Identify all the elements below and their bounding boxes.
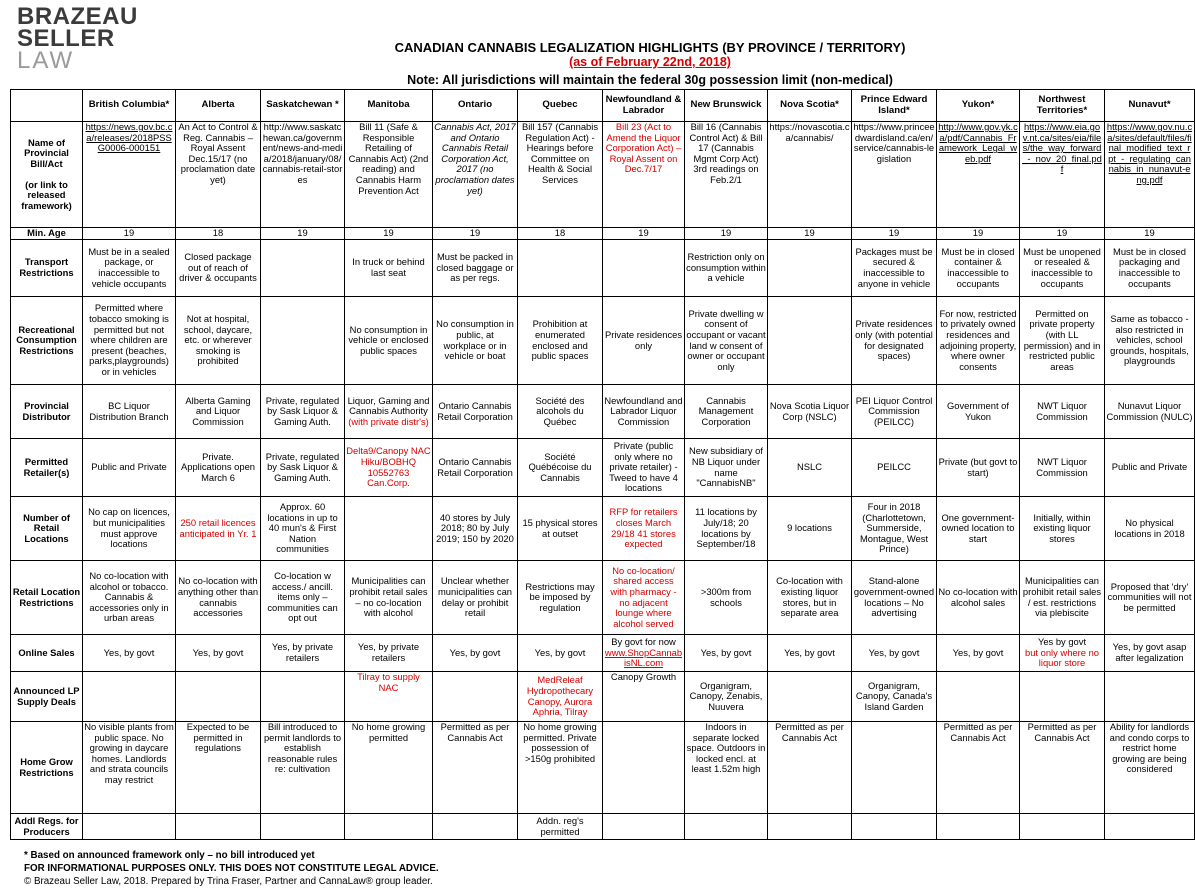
retailer-bc: Public and Private: [83, 439, 176, 497]
row-header-bill-label: Name of Provincial Bill/Act: [24, 136, 69, 169]
addl-regs-mb: [345, 814, 433, 840]
col-ab: Alberta: [176, 90, 261, 122]
retailer-nl: Private (public only where no private retailer) -Tweed to have 4 locations: [603, 439, 685, 497]
col-bc: British Columbia*: [83, 90, 176, 122]
row-addl-regs: [11, 814, 1195, 840]
distributor-ns: Nova Scotia Liquor Corp (NSLC): [768, 385, 852, 439]
min-age-nt: 19: [1020, 228, 1105, 240]
transport-yt: Must be in closed container & inaccessible to occupants: [937, 240, 1020, 297]
consumption-pe: Private residences only (with potential for designated spaces): [852, 297, 937, 385]
distributor-mb: [345, 385, 433, 439]
locations-pe: Four in 2018 (Charlottetown, Summerside, Montague, West Prince): [852, 497, 937, 561]
home-grow-mb: No home growing permitted: [345, 722, 433, 814]
row-header-addl-regs: Addl Regs. for Producers: [11, 814, 83, 840]
distributor-nt: NWT Liquor Commission: [1020, 385, 1105, 439]
distributor-nu: Nunavut Liquor Commission (NULC): [1105, 385, 1195, 439]
distributor-nl: Newfoundland and Labrador Liquor Commission: [603, 385, 685, 439]
retailer-on: Ontario Cannabis Retail Corporation: [433, 439, 518, 497]
bill-nb: Bill 16 (Cannabis Control Act) & Bill 17 (Cannabis Mgmt Corp Act) 3rd readings on Feb.2/1: [685, 122, 768, 228]
consumption-on: No consumption in public, at workplace or in vehicle or boat: [433, 297, 518, 385]
addl-regs-on: [433, 814, 518, 840]
transport-nb: Restriction only on consumption within a vehicle: [685, 240, 768, 297]
addl-regs-qc: Addn. reg's permitted: [518, 814, 603, 840]
distributor-on: Ontario Cannabis Retail Corporation: [433, 385, 518, 439]
online-on: Yes, by govt: [433, 635, 518, 672]
min-age-pe: 19: [852, 228, 937, 240]
row-header-distributor: Provincial Distributor: [11, 385, 83, 439]
home-grow-on: Permitted as per Cannabis Act: [433, 722, 518, 814]
retailer-pe: PEILCC: [852, 439, 937, 497]
distributor-nb: Cannabis Management Corporation: [685, 385, 768, 439]
home-grow-pe: [852, 722, 937, 814]
min-age-mb: 19: [345, 228, 433, 240]
online-nu: Yes, by govt asap after legalization: [1105, 635, 1195, 672]
header-row: [11, 90, 1195, 122]
online-nb: Yes, by govt: [685, 635, 768, 672]
bill-nl: Bill 23 (Act to Amend the Liquor Corporation Act) – Royal Assent on Dec.7/17: [603, 122, 685, 228]
addl-regs-yt: [937, 814, 1020, 840]
col-nb: New Brunswick: [685, 90, 768, 122]
locations-mb: [345, 497, 433, 561]
lp-deals-nb: Organigram, Canopy, Zenabis, Nuuvera: [685, 672, 768, 722]
consumption-nt: Permitted on private property (with LL permission) and in restricted public areas: [1020, 297, 1105, 385]
home-grow-ns: Permitted as per Cannabis Act: [768, 722, 852, 814]
row-transport: [11, 240, 1195, 297]
row-header-retailer: Permitted Retailer(s): [11, 439, 83, 497]
row-consumption: [11, 297, 1195, 385]
lp-deals-pe: Organigram, Canopy, Canada's Island Garden: [852, 672, 937, 722]
document-date: (as of February 22nd, 2018): [569, 55, 731, 69]
min-age-nu: 19: [1105, 228, 1195, 240]
home-grow-bc: No visible plants from public space. No growing in daycare homes. Landlords and strata councils may restrict: [83, 722, 176, 814]
min-age-qc: 18: [518, 228, 603, 240]
row-header-min-age: Min. Age: [11, 228, 83, 240]
row-retailer: [11, 439, 1195, 497]
location-restrictions-ns: Co-location with existing liquor stores, but in separate area: [768, 561, 852, 635]
col-on: Ontario: [433, 90, 518, 122]
lp-deals-nt: [1020, 672, 1105, 722]
addl-regs-bc: [83, 814, 176, 840]
addl-regs-nl: [603, 814, 685, 840]
lp-deals-mb: Tilray to supply NAC: [345, 672, 433, 722]
lp-deals-ns: [768, 672, 852, 722]
min-age-nl: 19: [603, 228, 685, 240]
locations-ab: 250 retail licences anticipated in Yr. 1: [176, 497, 261, 561]
min-age-bc: 19: [83, 228, 176, 240]
online-nl: [603, 635, 685, 672]
distributor-ab: Alberta Gaming and Liquor Commission: [176, 385, 261, 439]
footnote-framework: * Based on announced framework only – no bill introduced yet: [24, 850, 315, 861]
row-header-lp-deals: Announced LP Supply Deals: [11, 672, 83, 722]
addl-regs-nt: [1020, 814, 1105, 840]
home-grow-nb: Indoors in separate locked space. Outdoors in locked encl. at least 1.52m high: [685, 722, 768, 814]
locations-yt: One government-owned location to start: [937, 497, 1020, 561]
consumption-ab: Not at hospital, school, daycare, etc. or wherever smoking is prohibited: [176, 297, 261, 385]
consumption-nu: Same as tobacco -also restricted in vehicles, school grounds, hospitals, playgrounds: [1105, 297, 1195, 385]
row-header-online: Online Sales: [11, 635, 83, 672]
row-lp-deals: [11, 672, 1195, 722]
addl-regs-sk: [261, 814, 345, 840]
home-grow-sk: Bill introduced to permit landlords to establish reasonable rules re: cultivation: [261, 722, 345, 814]
consumption-bc: Permitted where tobacco smoking is permitted but not where children are present (beaches, parks,playgrounds) or in vehicles: [83, 297, 176, 385]
bill-on: Cannabis Act, 2017 and Ontario Cannabis Retail Corporation Act, 2017 (no proclamation dates yet): [433, 122, 518, 228]
bill-ab: An Act to Control & Reg. Cannabis – Royal Assent Dec.15/17 (no proclamation date yet): [176, 122, 261, 228]
home-grow-nu: Ability for landlords and condo corps to restrict home growing are being considered: [1105, 722, 1195, 814]
row-header-home-grow: Home Grow Restrictions: [11, 722, 83, 814]
home-grow-yt: Permitted as per Cannabis Act: [937, 722, 1020, 814]
location-restrictions-nl: No co-location/ shared access with pharmacy - no adjacent lounge where alcohol served: [603, 561, 685, 635]
addl-regs-nu: [1105, 814, 1195, 840]
locations-qc: 15 physical stores at outset: [518, 497, 603, 561]
row-header-bill-sub: (or link to released framework): [21, 178, 72, 211]
row-distributor: [11, 385, 1195, 439]
retailer-nt: NWT Liquor Commission: [1020, 439, 1105, 497]
bill-link-sk[interactable]: http://www.saskatchewan.ca/government/news-and-media/2018/january/08/cannabis-retail-stores: [261, 122, 345, 228]
col-ns: Nova Scotia*: [768, 90, 852, 122]
brazeau-seller-law-logo: [17, 3, 138, 74]
lp-deals-nu: [1105, 672, 1195, 722]
transport-on: Must be packed in closed baggage or as per regs.: [433, 240, 518, 297]
home-grow-nl: [603, 722, 685, 814]
distributor-pe: PEI Liquor Control Commission (PEILCC): [852, 385, 937, 439]
lp-deals-nl: Canopy Growth: [603, 672, 685, 722]
lp-deals-bc: [83, 672, 176, 722]
location-restrictions-yt: No co-location with alcohol sales: [937, 561, 1020, 635]
transport-nt: Must be unopened or resealed & inaccessible to occupants: [1020, 240, 1105, 297]
row-header-bill: [11, 122, 83, 228]
retailer-mb: Delta9/Canopy NAC Hiku/BOBHQ 10552763 Can.Corp.: [345, 439, 433, 497]
addl-regs-pe: [852, 814, 937, 840]
online-nt-text: Yes by govt: [1037, 636, 1087, 648]
corner-cell: [11, 90, 83, 122]
locations-on: 40 stores by July 2018; 80 by July 2019; 150 by 2020: [433, 497, 518, 561]
lp-deals-qc: MedReleaf Hydropothecary Canopy, Aurora Aphria, Tilray: [518, 672, 603, 722]
row-home-grow: [11, 722, 1195, 814]
locations-bc: No cap on licences, but municipalities must approve locations: [83, 497, 176, 561]
location-restrictions-nt: Municipalities can prohibit retail sales / est. restrictions via plebiscite: [1020, 561, 1105, 635]
distributor-sk: Private, regulated by Sask Liquor & Gaming Auth.: [261, 385, 345, 439]
location-restrictions-bc: No co-location with alcohol or tobacco. Cannabis & accessories only in urban areas: [83, 561, 176, 635]
bill-link-pe[interactable]: https://www.princeedwardisland.ca/en/service/cannabis-legislation: [852, 122, 937, 228]
transport-ns: [768, 240, 852, 297]
col-nu: Nunavut*: [1105, 90, 1195, 122]
online-pe: Yes, by govt: [852, 635, 937, 672]
transport-nu: Must be in closed packaging and inaccessible to occupants: [1105, 240, 1195, 297]
consumption-nl: Private residences only: [603, 297, 685, 385]
row-locations: [11, 497, 1195, 561]
bill-mb: Bill 11 (Safe & Responsible Retailing of Cannabis Act) (2nd reading) and Cannabis Harm Prevention Act: [345, 122, 433, 228]
transport-qc: [518, 240, 603, 297]
row-header-location-restrictions: Retail Location Restrictions: [11, 561, 83, 635]
retailer-nb: New subsidiary of NB Liquor under name "CannabisNB": [685, 439, 768, 497]
row-header-locations: Number of Retail Locations: [11, 497, 83, 561]
online-nt-note: but only where no liquor store: [1024, 646, 1099, 669]
consumption-nb: Private dwelling w consent of occupant or vacant land w consent of owner or occupant only: [685, 297, 768, 385]
online-nl-text: By govt for now: [611, 636, 676, 648]
location-restrictions-ab: No co-location with anything other than cannabis accessories: [176, 561, 261, 635]
location-restrictions-qc: Restrictions may be imposed by regulation: [518, 561, 603, 635]
retailer-qc: Société Québécoise du Cannabis: [518, 439, 603, 497]
transport-nl: [603, 240, 685, 297]
home-grow-ab: Expected to be permitted in regulations: [176, 722, 261, 814]
bill-link-yt[interactable]: http://www.gov.yk.ca/pdf/Cannabis_Framework_Legal_web.pdf: [937, 122, 1020, 228]
consumption-mb: No consumption in vehicle or enclosed public spaces: [345, 297, 433, 385]
retailer-ns: NSLC: [768, 439, 852, 497]
transport-sk: [261, 240, 345, 297]
online-nt: [1020, 635, 1105, 672]
min-age-sk: 19: [261, 228, 345, 240]
locations-sk: Approx. 60 locations in up to 40 mun's & First Nation communities: [261, 497, 345, 561]
locations-nb: 11 locations by July/18; 20 locations by September/18: [685, 497, 768, 561]
location-restrictions-sk: Co-location w access./ ancill. items only – communities can opt out: [261, 561, 345, 635]
locations-nt: Initially, within existing liquor stores: [1020, 497, 1105, 561]
retailer-nu: Public and Private: [1105, 439, 1195, 497]
addl-regs-ab: [176, 814, 261, 840]
online-nl-link[interactable]: www.ShopCannabisNL.com: [604, 646, 683, 669]
online-ns: Yes, by govt: [768, 635, 852, 672]
online-bc: Yes, by govt: [83, 635, 176, 672]
min-age-yt: 19: [937, 228, 1020, 240]
min-age-nb: 19: [685, 228, 768, 240]
online-mb: Yes, by private retailers: [345, 635, 433, 672]
distributor-bc: BC Liquor Distribution Branch: [83, 385, 176, 439]
retailer-sk: Private, regulated by Sask Liquor & Gaming Auth.: [261, 439, 345, 497]
col-nl: Newfoundland & Labrador: [603, 90, 685, 122]
col-qc: Quebec: [518, 90, 603, 122]
consumption-ns: [768, 297, 852, 385]
online-sk: Yes, by private retailers: [261, 635, 345, 672]
logo-line-3: LAW: [17, 47, 75, 74]
retailer-ab: Private. Applications open March 6: [176, 439, 261, 497]
lp-deals-sk: [261, 672, 345, 722]
addl-regs-ns: [768, 814, 852, 840]
bill-link-ns[interactable]: https://novascotia.ca/cannabis/: [768, 122, 852, 228]
col-nt: Northwest Territories*: [1020, 90, 1105, 122]
location-restrictions-nb: >300m from schools: [685, 561, 768, 635]
logo-line-2: SELLER: [17, 25, 115, 52]
consumption-yt: For now, restricted to privately owned residences and adjoining property, where owner consents: [937, 297, 1020, 385]
bill-link-nt[interactable]: https://www.eia.gov.nt.ca/sites/eia/files/the_way_forward_-_nov_20_final.pdf: [1020, 122, 1105, 228]
col-pe: Prince Edward Island*: [852, 90, 937, 122]
lp-deals-ab: [176, 672, 261, 722]
retailer-yt: Private (but govt to start): [937, 439, 1020, 497]
lp-deals-yt: [937, 672, 1020, 722]
distributor-mb-text: Liquor, Gaming and Cannabis Authority: [347, 394, 430, 417]
lp-deals-on: [433, 672, 518, 722]
legalization-table: [10, 89, 1195, 840]
location-restrictions-mb: Municipalities can prohibit retail sales – no co-location with alcohol: [345, 561, 433, 635]
row-min-age: [11, 228, 1195, 240]
location-restrictions-on: Unclear whether municipalities can delay or prohibit retail: [433, 561, 518, 635]
home-grow-nt: Permitted as per Cannabis Act: [1020, 722, 1105, 814]
addl-regs-nb: [685, 814, 768, 840]
online-ab: Yes, by govt: [176, 635, 261, 672]
transport-mb: In truck or behind last seat: [345, 240, 433, 297]
home-grow-qc: No home growing permitted. Private possession of >150g prohibited: [518, 722, 603, 814]
locations-nu: No physical locations in 2018: [1105, 497, 1195, 561]
row-header-transport: Transport Restrictions: [11, 240, 83, 297]
footnote-disclaimer: FOR INFORMATIONAL PURPOSES ONLY. THIS DOES NOT CONSTITUTE LEGAL ADVICE.: [24, 863, 439, 874]
locations-nl: RFP for retailers closes March 29/18 41 stores expected: [603, 497, 685, 561]
online-yt: Yes, by govt: [937, 635, 1020, 672]
consumption-qc: Prohibition at enumerated enclosed and public spaces: [518, 297, 603, 385]
transport-pe: Packages must be secured & inaccessible to anyone in vehicle: [852, 240, 937, 297]
row-header-consumption: Recreational Consumption Restrictions: [11, 297, 83, 385]
location-restrictions-nu: Proposed that 'dry' communities will not be permitted: [1105, 561, 1195, 635]
location-restrictions-pe: Stand-alone government-owned locations – No advertising: [852, 561, 937, 635]
row-bill: [11, 122, 1195, 228]
bill-qc: Bill 157 (Cannabis Regulation Act) - Hearings before Committee on Health & Social Services: [518, 122, 603, 228]
transport-ab: Closed package out of reach of driver & occupants: [176, 240, 261, 297]
transport-bc: Must be in a sealed package, or inaccessible to vehicle occupants: [83, 240, 176, 297]
document-title: CANADIAN CANNABIS LEGALIZATION HIGHLIGHTS (BY PROVINCE / TERRITORY): [394, 40, 906, 55]
online-qc: Yes, by govt: [518, 635, 603, 672]
col-mb: Manitoba: [345, 90, 433, 122]
row-online: [11, 635, 1195, 672]
col-sk: Saskatchewan *: [261, 90, 345, 122]
distributor-qc: Société des alcohols du Québec: [518, 385, 603, 439]
col-yt: Yukon*: [937, 90, 1020, 122]
consumption-sk: [261, 297, 345, 385]
logo-line-1: BRAZEAU: [17, 3, 138, 30]
bill-link-nu[interactable]: https://www.gov.nu.ca/sites/default/files/final_modified_text_rpt_-_regulating_cannabis_in_nunavut-eng.pdf: [1105, 122, 1195, 228]
min-age-on: 19: [433, 228, 518, 240]
document-note: Note: All jurisdictions will maintain the federal 30g possession limit (non-medical): [407, 73, 893, 87]
distributor-yt: Government of Yukon: [937, 385, 1020, 439]
min-age-ab: 18: [176, 228, 261, 240]
locations-ns: 9 locations: [768, 497, 852, 561]
min-age-ns: 19: [768, 228, 852, 240]
bill-link-bc[interactable]: https://news.gov.bc.ca/releases/2018PSSG0006-000151: [83, 122, 176, 228]
distributor-mb-note: (with private distr's): [348, 415, 429, 427]
footnote-copyright: © Brazeau Seller Law, 2018. Prepared by Trina Fraser, Partner and CannaLaw® group leader.: [24, 876, 433, 887]
row-location-restrictions: [11, 561, 1195, 635]
